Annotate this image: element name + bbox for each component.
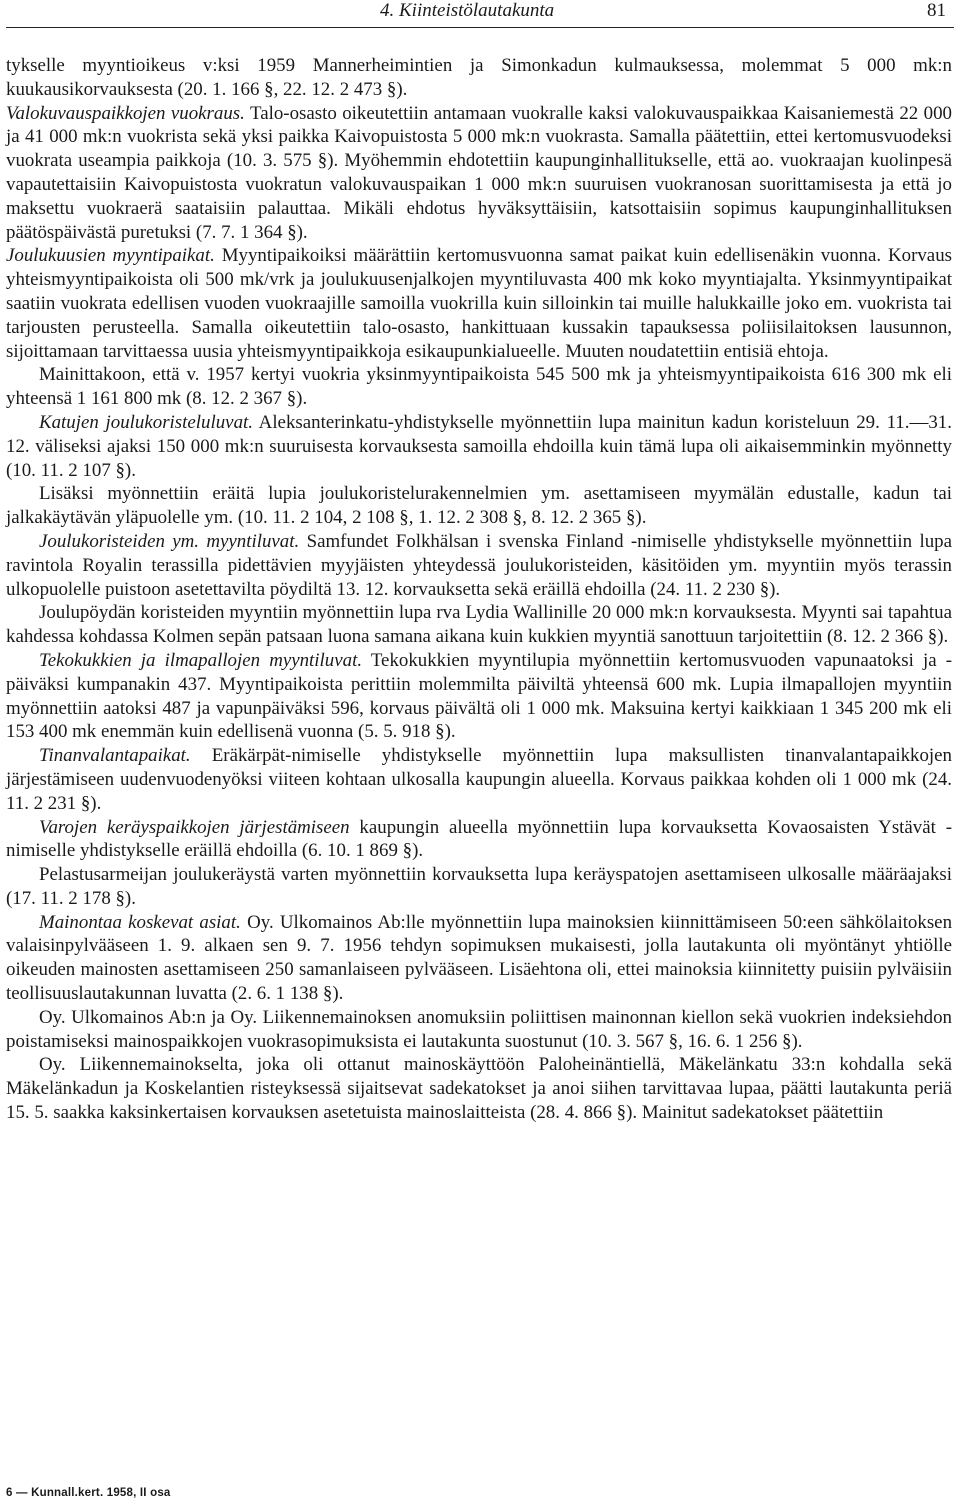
run-in-heading: Katujen joulukoristeluluvat. — [39, 411, 253, 433]
section-title: 4. Kiinteistölautakunta — [380, 0, 555, 21]
run-in-heading: Tinanvalantapaikat. — [39, 745, 191, 767]
run-in-heading: Tekokukkien ja ilmapallojen myyntiluvat. — [39, 649, 363, 671]
run-in-heading: Valokuvauspaikkojen vuokraus. — [6, 102, 245, 124]
paragraph — [6, 649, 952, 744]
run-in-heading: Joulukuusien myyntipaikat. — [6, 245, 215, 267]
paragraph-text: Oy. Ulkomainos Ab:lle myönnettiin lupa mainoksien kiinnittämiseen 50:een sähkölaitoksen valaisinpylvääseen 1. 9. alkaen sen 9. 7. 1956 tehdyn sopimuksen mukaisesti, jolla lautakunta oli myöntänyt yhtiölle oikeuden mainosten asettamiseen 250 samanlaiseen pylvääseen. Lisäehtona oli, ettei mainoksia kiinnitetty puisiin pylväisiin teollisuuslautakunnan luvatta (2. 6. 1 138 §). — [6, 911, 953, 1005]
paragraph-text: Talo-osasto oikeutettiin antamaan vuokralle kaksi valokuvauspaikkaa Kaisaniemestä 22 000 ja 41 000 mk:n vuokrista sekä yksi paikka Kaivopuistosta 5 000 mk:n vuokrasta. Samalla päätettiin, ettei kertomusvuodeksi vuokrata useampia paikkoja (10. 3. 575 §). Myöhemmin ehdotettiin kaupunginhallitukselle, että ao. vuokraajan kuolinpesä vapautettaisiin Kaivopuistosta vuokratun valokuvauspaikan 1 000 mk:n suuruisen vuokranosan suorittamisesta ja että jo maksettu vuokraerä saataisiin palauttaa. Mikäli ehdotus hyväksyttäisiin, katsottaisiin sopimus kaupunginhallituksen päätöspäivästä puretuksi (7. 7. 1 364 §). — [6, 102, 953, 243]
paragraph — [6, 816, 952, 864]
paragraph — [6, 411, 952, 482]
paragraph-text: Mainittakoon, että v. 1957 kertyi vuokria yksinmyyntipaikoista 545 500 mk ja yhteismyyntipaikoista 616 300 mk eli yhteensä 1 161 800 mk (8. 12. 2 367 §). — [6, 364, 952, 410]
paragraph — [6, 54, 952, 102]
paragraph — [6, 244, 952, 363]
paragraph — [6, 482, 952, 530]
running-header — [0, 0, 960, 24]
paragraph — [6, 744, 952, 815]
paragraph-text: Myyntipaikoiksi määrättiin kertomusvuonna samat paikat kuin edellisenäkin vuonna. Korvaus yhteismyyntipaikoista oli 500 mk/vrk ja joulukuusenjalkojen myyntiluvasta 400 mk koko myyntiajalta. Yksinmyyntipaikat saatiin vuokrata edellisen vuoden vuokraajille samoilla vuokrilla kuin silloinkin tai muille halukkaille joko em. vuokrista tai tarjousten perusteella. Samalla oikeutettiin talo-osasto, hankittuaan kussakin tapauksessa poliisilaitoksen lausunnon, sijoittamaan tarvittaessa uusia yhteismyyntipaikkoja esikaupunkialueelle. Muuten noudatettiin entisiä ehtoja. — [6, 245, 952, 362]
paragraph — [6, 911, 952, 1006]
paragraph — [6, 863, 952, 911]
run-in-heading: Joulukoristeiden ym. myyntiluvat. — [39, 530, 300, 552]
paragraph-text: kaupungin alueella myönnettiin lupa korvauksetta Kovaosaisten Ystävät -nimiselle yhdistykselle eräillä ehdoilla (6. 10. 1 869 §). — [6, 816, 952, 862]
page-footer: 6 — Kunnall.kert. 1958, II osa — [6, 1487, 171, 1499]
paragraph-text: Samfundet Folkhälsan i svenska Finland -nimiselle yhdistykselle myönnettiin lupa ravintola Royalin terassilla pidettävien myyjäisten yhteydessä joulukoristeiden, käsitöiden ym. myyntiin myös terassin ulkopuolelle puistoon asetettavilta pöydiltä 13. 12. korvauksetta sekä eräillä ehdoilla (24. 11. 2 230 §). — [6, 530, 952, 600]
paragraph-text: Aleksanterinkatu-yhdistykselle myönnettiin lupa mainitun kadun koristeluun 29. 11.—31. 12. väliseksi ajaksi 150 000 mk:n suuruisesta korvauksesta samoilla ehdoilla kuin tämä lupa oli aikaisemminkin myönnetty (10. 11. 2 107 §). — [6, 411, 952, 481]
paragraph — [6, 363, 952, 411]
paragraph-text: Oy. Liikennemainokselta, joka oli ottanut mainoskäyttöön Paloheinäntiellä, Mäkelänkatu 33:n kohdalla sekä Mäkelänkadun ja Koskelantien risteyksessä sijaitsevat sadekatokset ja anoi siihen tarvittavaa lupaa, päätti lautakunta periä 15. 5. saakka kaksinkertaisen korvauksen asetetuista mainoslaitteista (28. 4. 866 §). Mainitut sadekatokset päätettiin — [6, 1054, 952, 1124]
paragraph — [6, 1006, 952, 1054]
paragraph-text: tykselle myyntioikeus v:ksi 1959 Mannerheimintien ja Simonkadun kulmauksessa, molemmat 5 000 mk:n kuukausikorvauksesta (20. 1. 166 §, 22. 12. 2 473 §). — [6, 55, 952, 100]
paragraph-text: Joulupöydän koristeiden myyntiin myönnettiin lupa rva Lydia Wallinille 20 000 mk:n korvauksesta. Myynti sai tapahtua kahdessa kohdassa Kolmen sepän patsaan luona samana aikana kuin kukkien myyntiä sanottuun tarjoitettiin (8. 12. 2 366 §). — [6, 602, 952, 648]
paragraph-text: Eräkärpät-nimiselle yhdistykselle myönnettiin lupa maksullisten tinanvalantapaikkojen järjestämiseen uudenvuodenyöksi viiteen kohtaan ulkosalla kaupungin alueella. Korvaus paikkaa kohden oli 1 000 mk (24. 11. 2 231 §). — [6, 745, 952, 814]
body-text — [6, 54, 952, 1125]
paragraph-text: Lisäksi myönnettiin eräitä lupia joulukoristelurakennelmien ym. asettamiseen myymälän edustalle, kadun tai jalkakäytävän yläpuolelle ym. (10. 11. 2 104, 2 108 §, 1. 12. 2 308 §, 8. 12. 2 365 §). — [6, 483, 952, 529]
paragraph — [6, 601, 952, 649]
paragraph — [6, 530, 952, 601]
paragraph — [6, 102, 952, 245]
paragraph — [6, 1053, 952, 1124]
paragraph-text: Tekokukkien myyntilupia myönnettiin kertomusvuoden vapunaatoksi ja -päiväksi kumpanakin 437. Myyntipaikoista perittiin molemmilta päiviltä yhteensä 600 mk. Lupia ilmapallojen myyntiin myönnettiin aatoksi 487 ja vapunpäiväksi 596, korvaus päivältä oli 1 000 mk. Maksuina kertyi kaikkiaan 1 345 200 mk eli 153 400 mk enemmän kuin edellisenä vuonna (5. 5. 918 §). — [6, 649, 953, 743]
paragraph-text: Oy. Ulkomainos Ab:n ja Oy. Liikennemainoksen anomuksiin poliittisen mainonnan kiellon sekä vuokrien indeksiehdon poistamiseksi mainospaikkojen vuokrasopimuksista ei lautakunta suostunut (10. 3. 567 §, 16. 6. 1 256 §). — [6, 1006, 952, 1052]
run-in-heading: Mainontaa koskevat asiat. — [39, 911, 241, 933]
paragraph-text: Pelastusarmeijan joulukeräystä varten myönnettiin korvauksetta lupa keräyspatojen asettamiseen ulkosalle määräajaksi (17. 11. 2 178 §). — [6, 864, 952, 909]
header-rule — [6, 27, 954, 28]
page-number: 81 — [927, 0, 946, 21]
run-in-heading: Varojen keräyspaikkojen järjestämiseen — [39, 816, 350, 838]
